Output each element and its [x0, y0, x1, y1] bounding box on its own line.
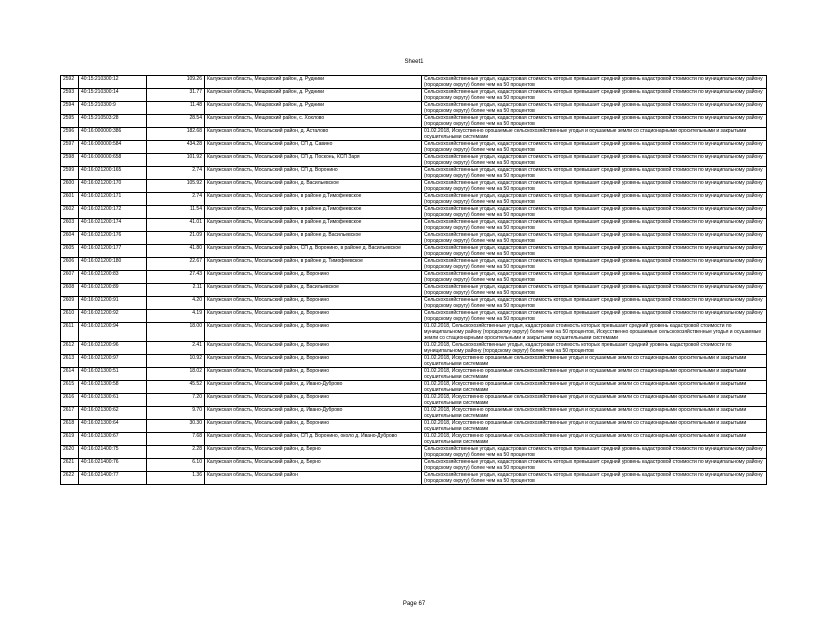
- row-number-cell: 2603: [61, 219, 79, 232]
- category-description-cell: 01.02.2018, Искусственно орошаемые сельскохозяйственные угодья и осушаемые земли со стационарными оросительными и закрытыми осушительными системами: [422, 407, 767, 420]
- table-row: [61, 89, 767, 102]
- address-cell: Калужская область, Мосальский район, СП д. Савино: [205, 141, 422, 154]
- row-number-cell: 2608: [61, 284, 79, 297]
- category-description-cell: Сельскохозяйственные угодья, кадастровая стоимость которых превышает средний уровень кадастровой стоимости по муниципальному району (городскому округу) более чем на 50 процентов: [422, 219, 767, 232]
- row-number-cell: 2614: [61, 368, 79, 381]
- category-description-cell: Сельскохозяйственные угодья, кадастровая стоимость которых превышает средний уровень кадастровой стоимости по муниципальному району (городскому округу) более чем на 50 процентов: [422, 154, 767, 167]
- category-description-cell: Сельскохозяйственные угодья, кадастровая стоимость которых превышает средний уровень кадастровой стоимости по муниципальному району (городскому округу) более чем на 50 процентов: [422, 232, 767, 245]
- row-number-cell: 2607: [61, 271, 79, 284]
- category-description-cell: Сельскохозяйственные угодья, кадастровая стоимость которых превышает средний уровень кадастровой стоимости по муниципальному району (городскому округу) более чем на 50 процентов: [422, 141, 767, 154]
- area-cell: 105.92: [147, 180, 205, 193]
- area-cell: 9.70: [147, 407, 205, 420]
- category-description-cell: 01.02.2018, Искусственно орошаемые сельскохозяйственные угодья и осушаемые земли со стационарными оросительными и закрытыми осушительными системами: [422, 394, 767, 407]
- cadastral-number-cell: 40:16:000000:584: [79, 141, 147, 154]
- table-row: [61, 433, 767, 446]
- row-number-cell: 2613: [61, 355, 79, 368]
- category-description-cell: 01.02.2018, Искусственно орошаемые сельскохозяйственные угодья и осушаемые земли со стационарными оросительными и закрытыми осушительными системами: [422, 355, 767, 368]
- table-row: [61, 128, 767, 141]
- category-description-cell: Сельскохозяйственные угодья, кадастровая стоимость которых превышает средний уровень кадастровой стоимости по муниципальному району (городскому округу) более чем на 50 процентов: [422, 193, 767, 206]
- table-row: [61, 368, 767, 381]
- address-cell: Калужская область, Мещовский район, д. Рудники: [205, 76, 422, 89]
- address-cell: Калужская область, Мосальский район, д. Васильевское: [205, 284, 422, 297]
- row-number-cell: 2605: [61, 245, 79, 258]
- cadastral-number-cell: 40:16:021200:174: [79, 219, 147, 232]
- table-row: [61, 323, 767, 342]
- row-number-cell: 2610: [61, 310, 79, 323]
- address-cell: Калужская область, Мещовский район, с. Хохлово: [205, 115, 422, 128]
- table-row: [61, 258, 767, 271]
- table-row: [61, 271, 767, 284]
- area-cell: 4.19: [147, 310, 205, 323]
- category-description-cell: 01.02.2018, Искусственно орошаемые сельскохозяйственные угодья и осушаемые земли со стационарными оросительными и закрытыми осушительными системами: [422, 420, 767, 433]
- cadastral-number-cell: 40:16:021300:61: [79, 394, 147, 407]
- address-cell: Калужская область, Мосальский район, в районе д.Тимофеевское: [205, 206, 422, 219]
- address-cell: Калужская область, Мосальский район, в районе д. Тимофеевское: [205, 258, 422, 271]
- cadastral-number-cell: 40:16:021200:97: [79, 355, 147, 368]
- table-row: [61, 342, 767, 355]
- row-number-cell: 2618: [61, 420, 79, 433]
- row-number-cell: 2595: [61, 115, 79, 128]
- category-description-cell: Сельскохозяйственные угодья, кадастровая стоимость которых превышает средний уровень кадастровой стоимости по муниципальному району (городскому округу) более чем на 50 процентов: [422, 271, 767, 284]
- row-number-cell: 2616: [61, 394, 79, 407]
- table-row: [61, 297, 767, 310]
- table-row: [61, 446, 767, 459]
- area-cell: 18.02: [147, 368, 205, 381]
- area-cell: 45.52: [147, 381, 205, 394]
- table-row: [61, 154, 767, 167]
- category-description-cell: Сельскохозяйственные угодья, кадастровая стоимость которых превышает средний уровень кадастровой стоимости по муниципальному району (городскому округу) более чем на 50 процентов: [422, 76, 767, 89]
- category-description-cell: Сельскохозяйственные угодья, кадастровая стоимость которых превышает средний уровень кадастровой стоимости по муниципальному району (городскому округу) более чем на 50 процентов: [422, 206, 767, 219]
- category-description-cell: 01.02.2018, Искусственно орошаемые сельскохозяйственные угодья и осушаемые земли со стационарными оросительными и закрытыми осушительными системами: [422, 368, 767, 381]
- address-cell: Калужская область, Мосальский район, д. Асталово: [205, 128, 422, 141]
- table-row: [61, 310, 767, 323]
- table-row: [61, 180, 767, 193]
- cadastral-number-cell: 40:16:021300:67: [79, 433, 147, 446]
- table-row: [61, 167, 767, 180]
- table-row: [61, 102, 767, 115]
- row-number-cell: 2621: [61, 459, 79, 472]
- sheet-title: Sheet1: [404, 59, 424, 65]
- cadastral-number-cell: 40:15:210300:14: [79, 89, 147, 102]
- cadastral-number-cell: 40:16:000000:386: [79, 128, 147, 141]
- table-row: [61, 76, 767, 89]
- row-number-cell: 2602: [61, 206, 79, 219]
- row-number-cell: 2601: [61, 193, 79, 206]
- table-row: [61, 115, 767, 128]
- table-row: [61, 141, 767, 154]
- row-number-cell: 2598: [61, 154, 79, 167]
- category-description-cell: Сельскохозяйственные угодья, кадастровая стоимость которых превышает средний уровень кадастровой стоимости по муниципальному району (городскому округу) более чем на 50 процентов: [422, 310, 767, 323]
- table-row: [61, 381, 767, 394]
- address-cell: Калужская область, Мосальский район, д. Васильевское: [205, 180, 422, 193]
- cadastral-number-cell: 40:16:021400:75: [79, 446, 147, 459]
- cadastral-number-cell: 40:15:210300:9: [79, 102, 147, 115]
- area-cell: 4.20: [147, 297, 205, 310]
- cadastral-number-cell: 40:16:021200:89: [79, 284, 147, 297]
- address-cell: Калужская область, Мещовский район, д. Рудники: [205, 102, 422, 115]
- row-number-cell: 2615: [61, 381, 79, 394]
- table-row: [61, 193, 767, 206]
- address-cell: Калужская область, Мосальский район, в районе д.Тимофеевское: [205, 193, 422, 206]
- cadastral-number-cell: 40:16:021200:172: [79, 206, 147, 219]
- area-cell: 28.54: [147, 115, 205, 128]
- table-row: [61, 245, 767, 258]
- area-cell: 101.92: [147, 154, 205, 167]
- address-cell: Калужская область, Мосальский район, д. Воронино: [205, 323, 422, 342]
- category-description-cell: Сельскохозяйственные угодья, кадастровая стоимость которых превышает средний уровень кадастровой стоимости по муниципальному району (городскому округу) более чем на 50 процентов: [422, 446, 767, 459]
- land-plots-table: [60, 75, 767, 485]
- area-cell: 2.74: [147, 193, 205, 206]
- area-cell: 7.20: [147, 394, 205, 407]
- area-cell: 2.11: [147, 284, 205, 297]
- cadastral-number-cell: 40:16:021300:58: [79, 381, 147, 394]
- category-description-cell: Сельскохозяйственные угодья, кадастровая стоимость которых превышает средний уровень кадастровой стоимости по муниципальному району (городскому округу) более чем на 50 процентов: [422, 297, 767, 310]
- row-number-cell: 2599: [61, 167, 79, 180]
- area-cell: 6.10: [147, 459, 205, 472]
- address-cell: Калужская область, Мосальский район, в районе д.Тимофеевское: [205, 219, 422, 232]
- category-description-cell: Сельскохозяйственные угодья, кадастровая стоимость которых превышает средний уровень кадастровой стоимости по муниципальному району (городскому округу) более чем на 50 процентов: [422, 245, 767, 258]
- category-description-cell: 01.02.2018, Сельскохозяйственные угодья, кадастровая стоимость которых превышает средний уровень кадастровой стоимости по муниципальному району (городскому округу) более чем на 50 процентов, Искусственно орошаемые сельскохозяйственные угодья и осушаемые земли со стационарными оросительными и закрытыми осушительными системами: [422, 323, 767, 342]
- cadastral-number-cell: 40:16:021200:171: [79, 193, 147, 206]
- category-description-cell: Сельскохозяйственные угодья, кадастровая стоимость которых превышает средний уровень кадастровой стоимости по муниципальному району (городскому округу) более чем на 50 процентов: [422, 102, 767, 115]
- table-row: [61, 232, 767, 245]
- area-cell: 2.41: [147, 342, 205, 355]
- table-row: [61, 459, 767, 472]
- table-row: [61, 355, 767, 368]
- address-cell: Калужская область, Мосальский район, д. Воронино: [205, 342, 422, 355]
- area-cell: 7.68: [147, 433, 205, 446]
- cadastral-number-cell: 40:16:021200:180: [79, 258, 147, 271]
- row-number-cell: 2597: [61, 141, 79, 154]
- address-cell: Калужская область, Мосальский район, д. Воронино: [205, 297, 422, 310]
- category-description-cell: Сельскохозяйственные угодья, кадастровая стоимость которых превышает средний уровень кадастровой стоимости по муниципальному району (городскому округу) более чем на 50 процентов: [422, 258, 767, 271]
- address-cell: Калужская область, Мосальский район, в районе д. Васильевское: [205, 232, 422, 245]
- address-cell: Калужская область, Мосальский район, СП д. Воронино: [205, 167, 422, 180]
- cadastral-number-cell: 40:16:021200:177: [79, 245, 147, 258]
- address-cell: Калужская область, Мосальский район, СП д. Воронино, около д. Ивано-Дуброво: [205, 433, 422, 446]
- address-cell: Калужская область, Мосальский район, д. Воронино: [205, 271, 422, 284]
- row-number-cell: 2620: [61, 446, 79, 459]
- table-row: [61, 472, 767, 485]
- category-description-cell: Сельскохозяйственные угодья, кадастровая стоимость которых превышает средний уровень кадастровой стоимости по муниципальному району (городскому округу) более чем на 50 процентов: [422, 472, 767, 485]
- row-number-cell: 2617: [61, 407, 79, 420]
- address-cell: Калужская область, Мосальский район, д. Берно: [205, 446, 422, 459]
- table-row: [61, 407, 767, 420]
- area-cell: 182.68: [147, 128, 205, 141]
- cadastral-number-cell: 40:16:021200:165: [79, 167, 147, 180]
- table-row: [61, 219, 767, 232]
- category-description-cell: 01.02.2018, Искусственно орошаемые сельскохозяйственные угодья и осушаемые земли со стационарными оросительными и закрытыми осушительными системами: [422, 128, 767, 141]
- cadastral-number-cell: 40:16:021200:91: [79, 297, 147, 310]
- area-cell: 31.77: [147, 89, 205, 102]
- area-cell: 21.09: [147, 232, 205, 245]
- cadastral-number-cell: 40:15:210503:28: [79, 115, 147, 128]
- cadastral-number-cell: 40:16:021200:83: [79, 271, 147, 284]
- area-cell: 1.36: [147, 472, 205, 485]
- row-number-cell: 2622: [61, 472, 79, 485]
- cadastral-number-cell: 40:16:021200:96: [79, 342, 147, 355]
- cadastral-number-cell: 40:16:021300:51: [79, 368, 147, 381]
- row-number-cell: 2594: [61, 102, 79, 115]
- address-cell: Калужская область, Мосальский район, д. Воронино: [205, 368, 422, 381]
- row-number-cell: 2611: [61, 323, 79, 342]
- address-cell: Калужская область, Мосальский район, д. Воронино: [205, 310, 422, 323]
- address-cell: Калужская область, Мосальский район, д. Ивано-Дуброво: [205, 407, 422, 420]
- category-description-cell: 01.02.2018, Искусственно орошаемые сельскохозяйственные угодья и осушаемые земли со стационарными оросительными и закрытыми осушительными системами: [422, 381, 767, 394]
- cadastral-number-cell: 40:16:021300:62: [79, 407, 147, 420]
- category-description-cell: Сельскохозяйственные угодья, кадастровая стоимость которых превышает средний уровень кадастровой стоимости по муниципальному району (городскому округу) более чем на 50 процентов: [422, 459, 767, 472]
- area-cell: 11.54: [147, 206, 205, 219]
- row-number-cell: 2609: [61, 297, 79, 310]
- row-number-cell: 2604: [61, 232, 79, 245]
- area-cell: 41.01: [147, 219, 205, 232]
- cadastral-number-cell: 40:16:000000:658: [79, 154, 147, 167]
- area-cell: 27.43: [147, 271, 205, 284]
- cadastral-number-cell: 40:16:021400:77: [79, 472, 147, 485]
- row-number-cell: 2619: [61, 433, 79, 446]
- category-description-cell: Сельскохозяйственные угодья, кадастровая стоимость которых превышает средний уровень кадастровой стоимости по муниципальному району (городскому округу) более чем на 50 процентов: [422, 284, 767, 297]
- address-cell: Калужская область, Мосальский район: [205, 472, 422, 485]
- row-number-cell: 2596: [61, 128, 79, 141]
- area-cell: 109.26: [147, 76, 205, 89]
- address-cell: Калужская область, Мосальский район, СП д. Воронино, в районе д. Васильевское: [205, 245, 422, 258]
- area-cell: 11.48: [147, 102, 205, 115]
- area-cell: 10.92: [147, 355, 205, 368]
- cadastral-number-cell: 40:16:021400:76: [79, 459, 147, 472]
- category-description-cell: 01.02.2018, Сельскохозяйственные угодья, кадастровая стоимость которых превышает средний уровень кадастровой стоимости по муниципальному району (городскому округу) более чем на 50 процентов: [422, 342, 767, 355]
- category-description-cell: Сельскохозяйственные угодья, кадастровая стоимость которых превышает средний уровень кадастровой стоимости по муниципальному району (городскому округу) более чем на 50 процентов: [422, 180, 767, 193]
- area-cell: 434.28: [147, 141, 205, 154]
- category-description-cell: 01.02.2018, Искусственно орошаемые сельскохозяйственные угодья и осушаемые земли со стационарными оросительными и закрытыми осушительными системами: [422, 433, 767, 446]
- category-description-cell: Сельскохозяйственные угодья, кадастровая стоимость которых превышает средний уровень кадастровой стоимости по муниципальному району (городскому округу) более чем на 50 процентов: [422, 167, 767, 180]
- address-cell: Калужская область, Мосальский район, д. Воронино: [205, 420, 422, 433]
- table-row: [61, 284, 767, 297]
- area-cell: 41.80: [147, 245, 205, 258]
- cadastral-number-cell: 40:16:021200:176: [79, 232, 147, 245]
- area-cell: 2.28: [147, 446, 205, 459]
- area-cell: 22.67: [147, 258, 205, 271]
- table-body: [61, 76, 767, 485]
- row-number-cell: 2593: [61, 89, 79, 102]
- cadastral-number-cell: 40:16:021200:170: [79, 180, 147, 193]
- row-number-cell: 2606: [61, 258, 79, 271]
- address-cell: Калужская область, Мосальский район, д. Ивано-Дуброво: [205, 381, 422, 394]
- row-number-cell: 2600: [61, 180, 79, 193]
- cadastral-number-cell: 40:15:210300:12: [79, 76, 147, 89]
- row-number-cell: 2612: [61, 342, 79, 355]
- table-row: [61, 206, 767, 219]
- area-cell: 30.30: [147, 420, 205, 433]
- address-cell: Калужская область, Мосальский район, д. Берно: [205, 459, 422, 472]
- area-cell: 2.74: [147, 167, 205, 180]
- table-row: [61, 420, 767, 433]
- category-description-cell: Сельскохозяйственные угодья, кадастровая стоимость которых превышает средний уровень кадастровой стоимости по муниципальному району (городскому округу) более чем на 50 процентов: [422, 89, 767, 102]
- cadastral-number-cell: 40:16:021200:94: [79, 323, 147, 342]
- area-cell: 18.00: [147, 323, 205, 342]
- address-cell: Калужская область, Мосальский район, д. Воронино: [205, 355, 422, 368]
- cadastral-number-cell: 40:16:021300:64: [79, 420, 147, 433]
- cadastral-number-cell: 40:16:021200:92: [79, 310, 147, 323]
- category-description-cell: Сельскохозяйственные угодья, кадастровая стоимость которых превышает средний уровень кадастровой стоимости по муниципальному району (городскому округу) более чем на 50 процентов: [422, 115, 767, 128]
- row-number-cell: 2592: [61, 76, 79, 89]
- address-cell: Калужская область, Мосальский район, д. Воронино: [205, 394, 422, 407]
- address-cell: Калужская область, Мосальский район, СП д. Посконь, КСП Заря: [205, 154, 422, 167]
- page-number: Page 67: [402, 601, 426, 607]
- table-row: [61, 394, 767, 407]
- address-cell: Калужская область, Мещовский район, д. Рудники: [205, 89, 422, 102]
